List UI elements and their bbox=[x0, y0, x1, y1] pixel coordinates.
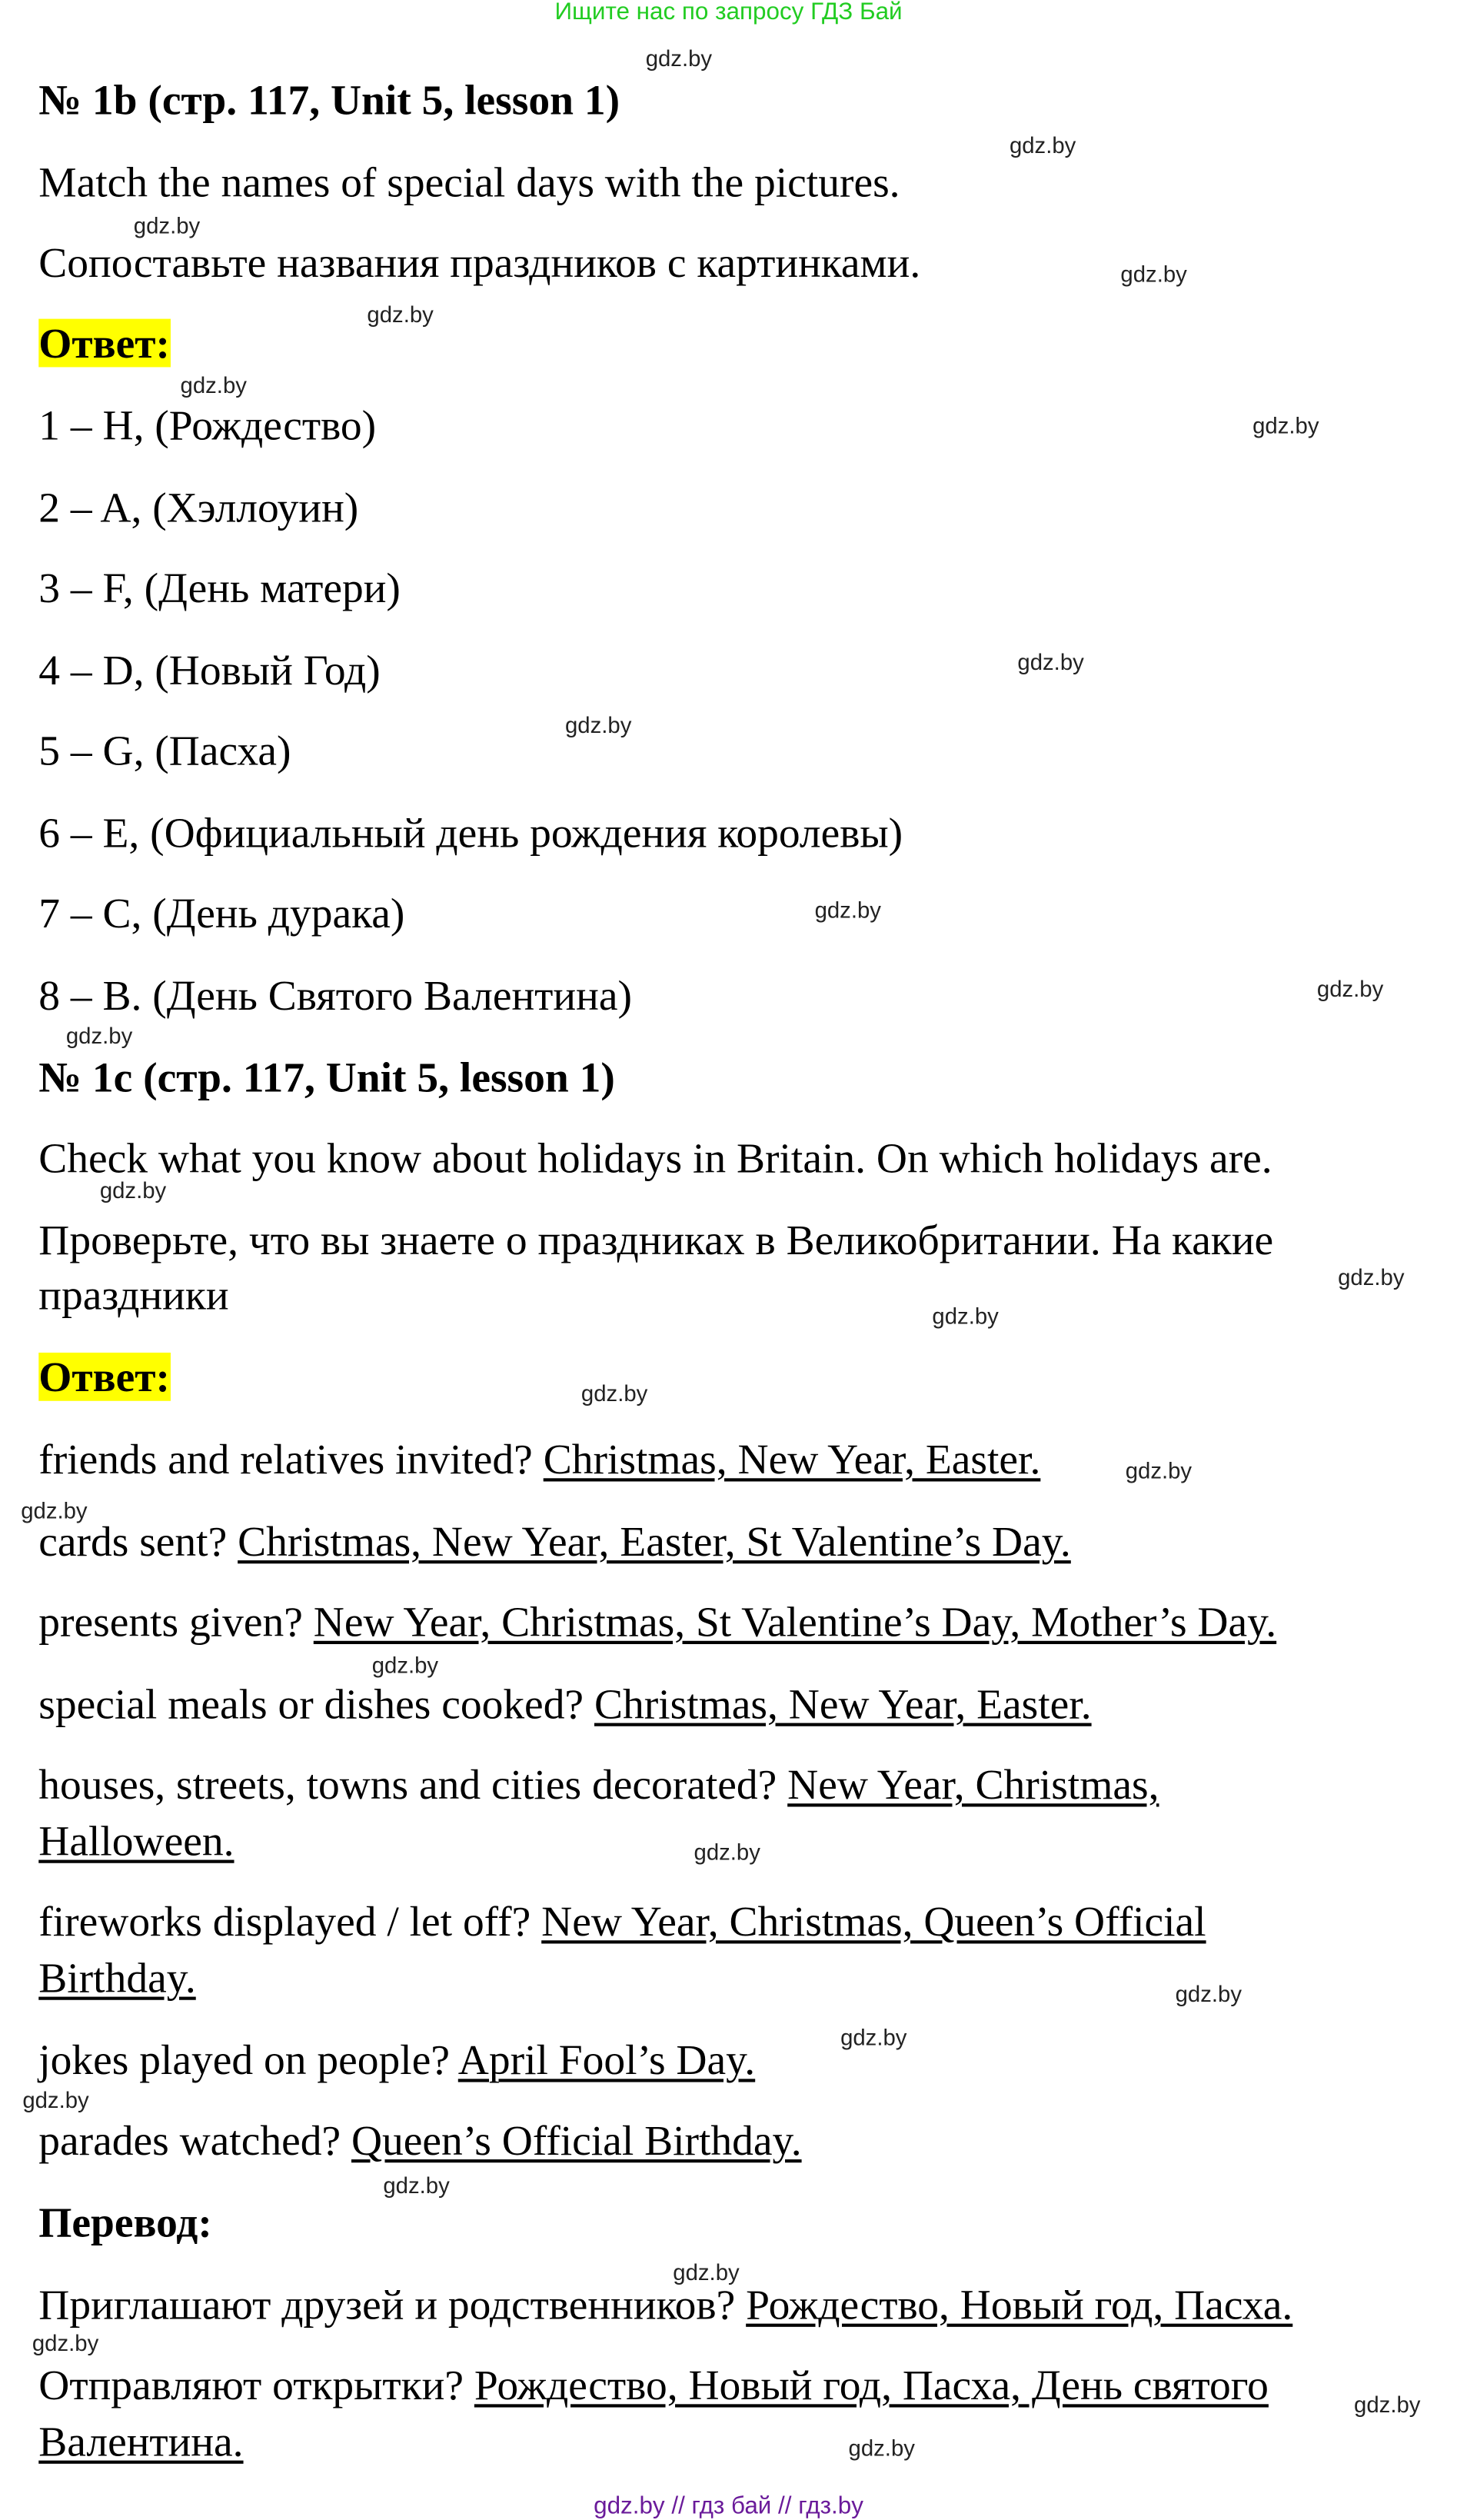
answer-item: 5 – G, (Пасха) bbox=[38, 726, 291, 775]
question: parades watched? bbox=[38, 2116, 351, 2165]
watermark: gdz.by bbox=[1338, 1263, 1405, 1290]
answer-label: Ответ: bbox=[38, 318, 171, 368]
question: cards sent? bbox=[38, 1516, 238, 1566]
watermark: gdz.by bbox=[1175, 1980, 1242, 2007]
watermark: gdz.by bbox=[65, 1022, 133, 1049]
answer-line bbox=[38, 1678, 1091, 1729]
answer-label: Ответ: bbox=[38, 1352, 171, 1401]
question: friends and relatives invited? bbox=[38, 1434, 544, 1483]
answer: Christmas, New Year, Easter, St Valentine’s Day. bbox=[238, 1516, 1071, 1566]
watermark: gdz.by bbox=[21, 1497, 88, 1523]
answer-item: 3 – F, (День матери) bbox=[38, 563, 401, 612]
watermark: gdz.by bbox=[371, 1652, 439, 1678]
footer-links[interactable]: gdz.by // гдз бай // гдз.by bbox=[594, 2492, 863, 2520]
translation-line bbox=[38, 2359, 1269, 2411]
answer-line bbox=[38, 1433, 1040, 1485]
answer: New Year, Christmas, bbox=[787, 1759, 1159, 1809]
question: jokes played on people? bbox=[38, 2035, 458, 2084]
watermark: gdz.by bbox=[580, 1380, 648, 1406]
watermark: gdz.by bbox=[840, 2024, 907, 2050]
question: houses, streets, towns and cities decorated? bbox=[38, 1759, 788, 1809]
task-en: Check what you know about holidays in Britain. On which holidays are. bbox=[38, 1134, 1272, 1182]
watermark: gdz.by bbox=[673, 2259, 740, 2285]
watermark: gdz.by bbox=[1354, 2391, 1421, 2418]
answer: April Fool’s Day. bbox=[457, 2035, 756, 2084]
answer: New Year, Christmas, St Valentine’s Day, Mother’s Day. bbox=[313, 1597, 1277, 1646]
watermark: gdz.by bbox=[383, 2172, 450, 2199]
task-ru: Сопоставьте названия праздников с картинками. bbox=[38, 238, 921, 287]
answer-item: 4 – D, (Новый Год) bbox=[38, 645, 381, 694]
watermark: gdz.by bbox=[645, 45, 713, 72]
translation-label: Перевод: bbox=[38, 2198, 212, 2247]
answer: Queen’s Official Birthday. bbox=[351, 2116, 802, 2165]
task-ru: Проверьте, что вы знаете о праздниках в Великобритании. На какие bbox=[38, 1215, 1274, 1264]
answer-line bbox=[38, 1515, 1071, 1566]
answer-cont: Валентина. bbox=[38, 2417, 244, 2465]
answer-item: 8 – B. (День Святого Валентина) bbox=[38, 970, 632, 1020]
watermark: gdz.by bbox=[694, 1839, 760, 1865]
question: Отправляют открытки? bbox=[38, 2360, 474, 2409]
watermark: gdz.by bbox=[1125, 1457, 1193, 1483]
answer-cont: Birthday. bbox=[38, 1953, 196, 2002]
exercise-1c-title: № 1c (стр. 117, Unit 5, lesson 1) bbox=[38, 1053, 615, 1102]
watermark: gdz.by bbox=[32, 2330, 99, 2356]
watermark: gdz.by bbox=[848, 2435, 915, 2461]
answer-line bbox=[38, 2114, 801, 2165]
watermark: gdz.by bbox=[367, 301, 434, 328]
watermark: gdz.by bbox=[180, 371, 247, 398]
watermark: gdz.by bbox=[564, 711, 632, 738]
watermark: gdz.by bbox=[1009, 131, 1076, 158]
answer: New Year, Christmas, Queen’s Official bbox=[541, 1896, 1206, 1946]
answer-item: 1 – H, (Рождество) bbox=[38, 401, 377, 450]
answer: Christmas, New Year, Easter. bbox=[543, 1434, 1041, 1483]
watermark: gdz.by bbox=[133, 212, 201, 238]
answer: Christmas, New Year, Easter. bbox=[594, 1679, 1092, 1728]
answer: Рождество, Новый год, Пасха. bbox=[746, 2280, 1293, 2329]
translation-line bbox=[38, 2279, 1292, 2330]
search-banner[interactable]: Ищите нас по запросу ГДЗ Бай bbox=[554, 0, 903, 26]
watermark: gdz.by bbox=[1120, 261, 1187, 287]
question: fireworks displayed / let off? bbox=[38, 1896, 542, 1946]
watermark: gdz.by bbox=[1017, 648, 1084, 675]
answer-item: 7 – C, (День дурака) bbox=[38, 888, 405, 937]
question: Приглашают друзей и родственников? bbox=[38, 2280, 747, 2329]
watermark: gdz.by bbox=[99, 1177, 167, 1203]
answer-line bbox=[38, 1759, 1159, 1810]
answer-line bbox=[38, 1896, 1206, 1947]
answer-item: 2 – A, (Хэллоуин) bbox=[38, 483, 359, 532]
answer-cont: Halloween. bbox=[38, 1816, 235, 1865]
answer: Рождество, Новый год, Пасха, День святого bbox=[474, 2360, 1269, 2409]
answer-item: 6 – E, (Официальный день рождения королевы) bbox=[38, 808, 903, 857]
watermark: gdz.by bbox=[22, 2086, 89, 2113]
answer-line bbox=[38, 2034, 755, 2086]
task-ru-cont: праздники bbox=[38, 1270, 229, 1319]
watermark: gdz.by bbox=[814, 897, 881, 923]
watermark: gdz.by bbox=[1316, 975, 1384, 1002]
answer-line bbox=[38, 1596, 1276, 1647]
task-en: Match the names of special days with the pictures. bbox=[38, 158, 900, 207]
watermark: gdz.by bbox=[932, 1303, 999, 1329]
watermark: gdz.by bbox=[1252, 412, 1319, 438]
question: special meals or dishes cooked? bbox=[38, 1679, 594, 1728]
question: presents given? bbox=[38, 1597, 314, 1646]
exercise-1b-title: № 1b (стр. 117, Unit 5, lesson 1) bbox=[38, 75, 620, 125]
